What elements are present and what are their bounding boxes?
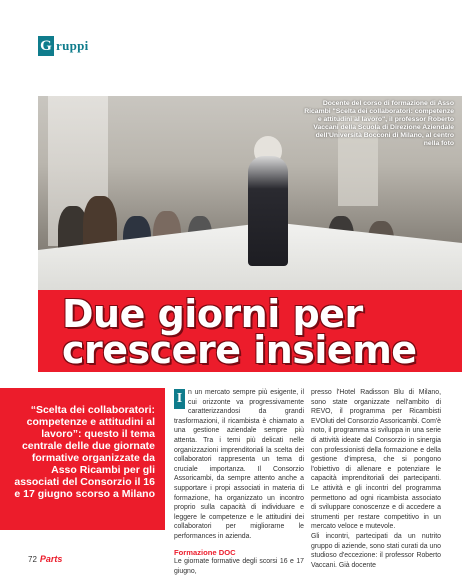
paragraph: Le giornate formative degli scorsi 16 e 17 giugno,: [174, 558, 304, 575]
page-number: 72: [28, 555, 37, 564]
drop-cap: I: [174, 389, 185, 409]
paragraph: Gli incontri, partecipati da un nutrito gruppo di aziende, sono stati curati da uno studioso d'eccezione: il professor Roberto Vaccani. Già docente: [311, 532, 441, 569]
page-footer: [28, 554, 62, 564]
headline-banner: [38, 290, 462, 372]
paragraph: I n un mercato sempre più esigente, il cui orizzonte va progressivamente caratterizzandosi da grandi trasformazioni, il ricambista è chiamato a una gestione aziendale sempre più attenta. Tra i temi più delicati nelle organizzazioni imprenditoriali la scelta dei collaboratori rappresenta un tema di cruciale importanza. Il Consorzio Assoricambi, da sempre attento anche a supportare i propi associati in materia di formazione, ha organizzato un incontro proprio sulla capacità di individuare e leggere le competenze e le attitudini dei collaboratori per migliorarne le performances in azienda.: [174, 389, 304, 540]
article-photo: [38, 96, 462, 292]
headline: [62, 292, 462, 372]
paragraph: presso l'Hotel Radisson Blu di Milano, sono state organizzate nell'ambito di REVO, il programma per Ricambisti EVOluti del Consorzio Assoricambi. Com'è noto, il programma si sviluppa in una serie di attività ideate dal Consorzio in sinergia con professionisti della formazione e della gestione d'impresa, che si pongono l'obiettivo di allenare e potenziare le capacità imprenditoriali dei partecipanti. Le attività e gli incontri del programma permettono ad ogni ricambista associato di sviluppare conoscenze e di accedere a strumenti per restare competitivo in un mercato veloce e mutevole.: [311, 389, 441, 531]
headline-line2: crescere insieme: [62, 328, 417, 372]
section-label: ruppi: [56, 38, 89, 53]
subheading: Formazione DOC: [174, 547, 236, 557]
magazine-brand: Parts: [39, 554, 63, 564]
headline-line1: Due giorni per: [62, 292, 363, 336]
body-column-2: [311, 388, 441, 570]
section-tag: [38, 36, 89, 56]
photo-caption: Docente del corso di formazione di Asso Ricambi "Scelta dei collaboratori: competenze e attitudini al lavoro", il professor Roberto Vaccani della Scuola di Direzione Aziendale dell'Università Bocconi di Milano, al centro nella foto: [304, 100, 454, 147]
section-initial: G: [38, 36, 54, 56]
body-column-1: [174, 388, 304, 576]
pull-quote: “Scelta dei collaboratori: competenze e attitudini al lavoro”: questo il tema centrale delle due giornate formative organizzate da Asso Ricambi per gli associati del Consorzio il 16 e 17 giugno scorso a Milano: [0, 388, 165, 530]
